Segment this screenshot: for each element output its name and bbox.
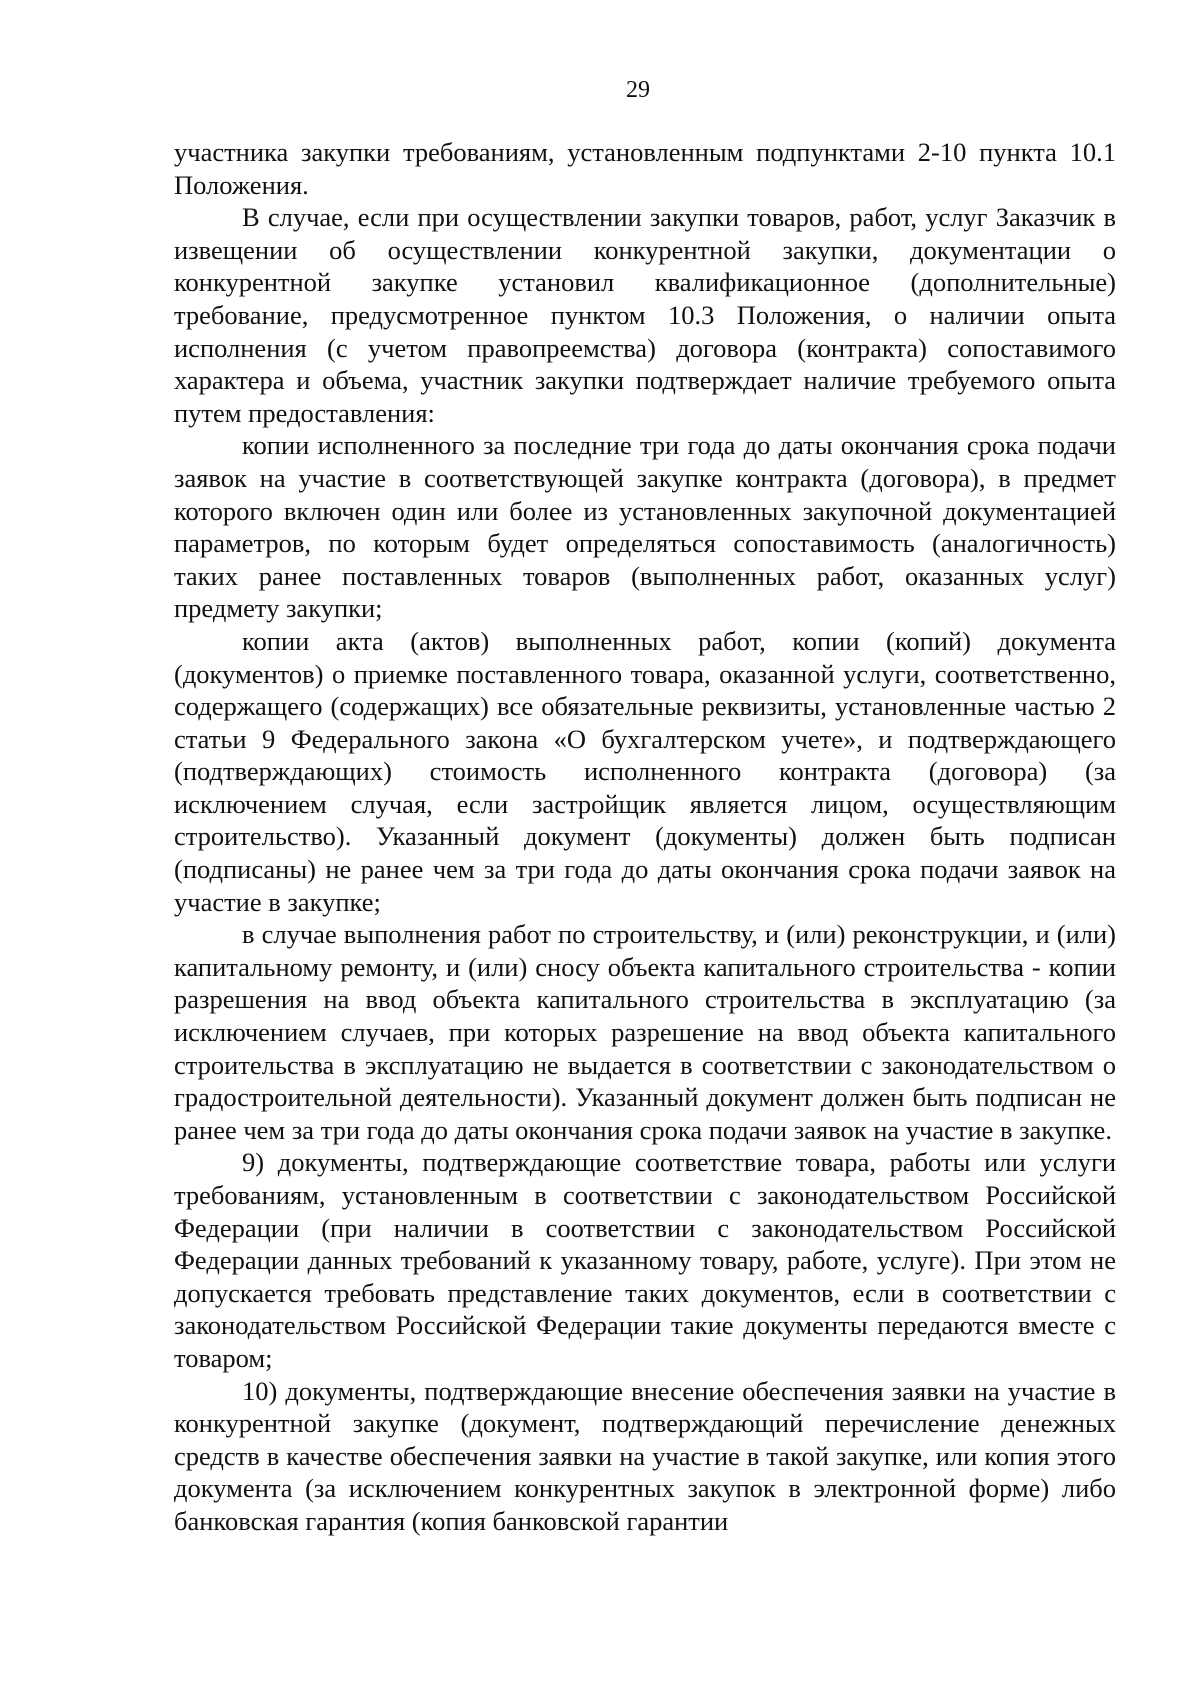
paragraph-continuation: участника закупки требованиям, установленным подпунктами 2-10 пункта 10.1 Положения.	[174, 137, 1116, 200]
paragraph-acts-copies: копии акта (актов) выполненных работ, копии (копий) документа (документов) о приемке поставленного товара, оказанной услуги, соответственно, содержащего (содержащих) все обязательные реквизиты, установленные частью 2 статьи 9 Федерального закона «О бухгалтерском учете», и подтверждающего (подтверждающих) стоимость исполненного контракта (договора) (за исключением случая, если застройщик является лицом, осуществляющим строительство). Указанный документ (документы) должен быть подписан (подписаны) не ранее чем за три года до даты окончания срока подачи заявок на участие в закупке;	[174, 625, 1116, 917]
page-number: 29	[626, 77, 650, 103]
paragraph-construction-permit: в случае выполнения работ по строительству, и (или) реконструкции, и (или) капитальному ремонту, и (или) сносу объекта капитального строительства - копии разрешения на ввод объекта капитального строительства в эксплуатацию (за исключением случаев, при которых разрешение на ввод объекта капитального строительства в эксплуатацию не выдается в соответствии с законодательством о градостроительной деятельности). Указанный документ должен быть подписан не ранее чем за три года до даты окончания срока подачи заявок на участие в закупке.	[174, 919, 1116, 1145]
document-body	[174, 136, 1116, 1538]
paragraph-item-9: 9) документы, подтверждающие соответствие товара, работы или услуги требованиям, установленным в соответствии с законодательством Российской Федерации (при наличии в соответствии с законодательством Российской Федерации данных требований к указанному товару, работе, услуге). При этом не допускается требовать представление таких документов, если в соответствии с законодательством Российской Федерации такие документы передаются вместе с товаром;	[174, 1147, 1116, 1373]
paragraph-contract-copies: копии исполненного за последние три года до даты окончания срока подачи заявок на участие в соответствующей закупке контракта (договора), в предмет которого включен один или более из установленных закупочной документацией параметров, по которым будет определяться сопоставимость (аналогичность) таких ранее поставленных товаров (выполненных работ, оказанных услуг) предмету закупки;	[174, 430, 1116, 624]
paragraph-item-10: 10) документы, подтверждающие внесение обеспечения заявки на участие в конкурентной закупке (документ, подтверждающий перечисление денежных средств в качестве обеспечения заявки на участие в такой закупке, или копия этого документа (за исключением конкурентных закупок в электронной форме) либо банковская гарантия (копия банковской гарантии	[174, 1375, 1116, 1536]
paragraph-experience-requirement: В случае, если при осуществлении закупки товаров, работ, услуг Заказчик в извещении об осуществлении конкурентной закупки, документации о конкурентной закупке установил квалификационное (дополнительные) требование, предусмотренное пунктом 10.3 Положения, о наличии опыта исполнения (с учетом правопреемства) договора (контракта) сопоставимого характера и объема, участник закупки подтверждает наличие требуемого опыта путем предоставления:	[174, 202, 1116, 428]
